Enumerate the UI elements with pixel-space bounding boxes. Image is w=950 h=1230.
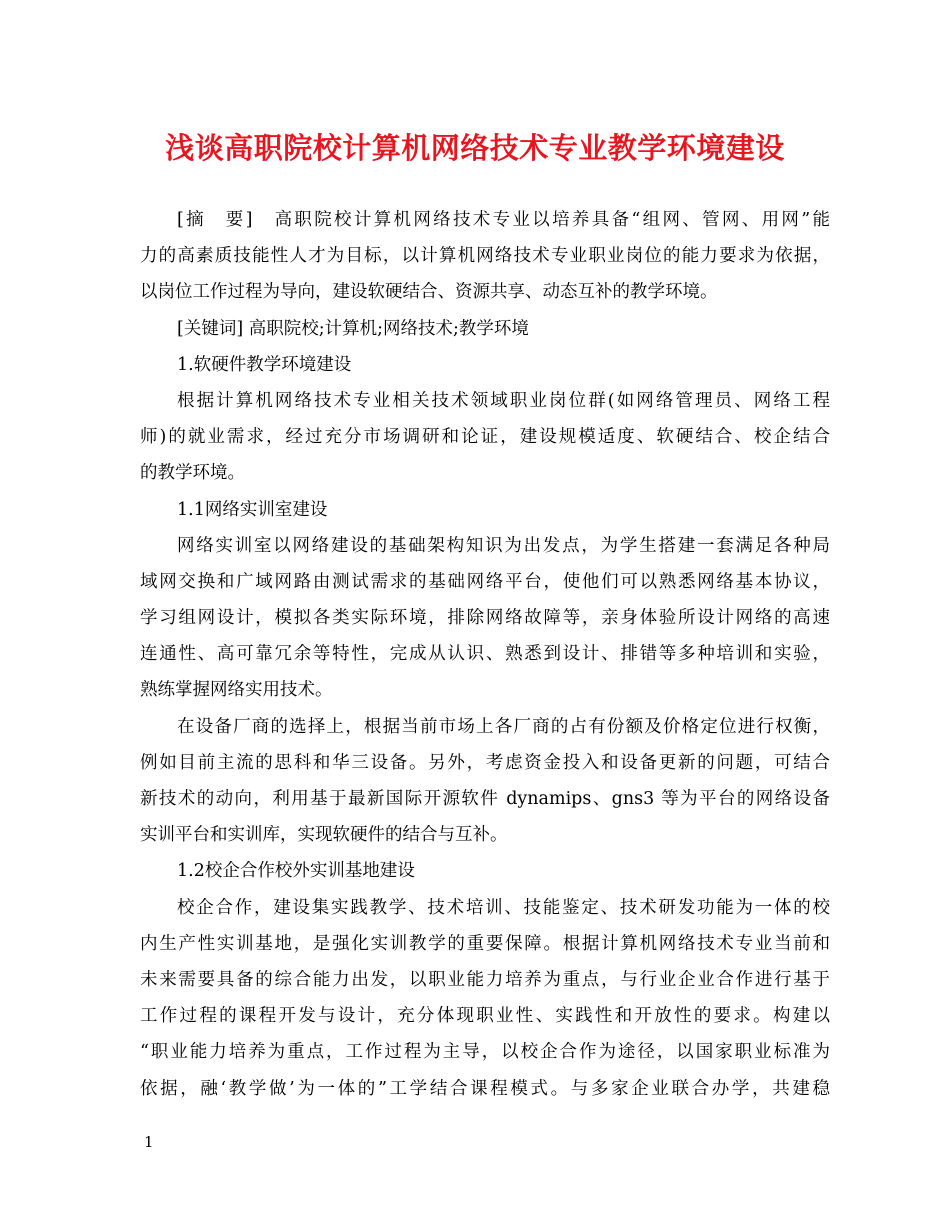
body-text-line: 新技术的动向，利用基于最新国际开源软件 dynamips、gns3 等为平台的网络设备 xyxy=(140,789,830,809)
body-text-line: 未来需要具备的综合能力出发，以职业能力培养为重点，与行业企业合作进行基于 xyxy=(140,969,830,990)
body-text-line: 在设备厂商的选择上，根据当前市场上各厂商的占有份额及价格定位进行权衡， xyxy=(177,716,830,737)
body-text-line: 根据计算机网络技术专业相关技术领域职业岗位群(如网络管理员、网络工程 xyxy=(177,390,830,411)
body-text-line: 力的高素质技能性人才为目标，以计算机网络技术专业职业岗位的能力要求为依据， xyxy=(140,246,830,267)
document-title: 浅谈高职院校计算机网络技术专业教学环境建设 xyxy=(165,131,785,165)
body-text-line: 例如目前主流的思科和华三设备。另外，考虑资金投入和设备更新的问题，可结合 xyxy=(140,752,830,773)
body-text-line: 1.1网络实训室建设 xyxy=(177,499,328,520)
body-text-line: 1.软硬件教学环境建设 xyxy=(177,354,352,375)
page-number: 1 xyxy=(144,1133,154,1151)
body-text-line: 网络实训室以网络建设的基础架构知识为出发点，为学生搭建一套满足各种局 xyxy=(177,535,830,556)
body-text-line: [摘 要] 高职院校计算机网络技术专业以培养具备“组网、管网、用网”能 xyxy=(177,210,830,230)
body-text-line: 工作过程的课程开发与设计，充分体现职业性、实践性和开放性的要求。构建以 xyxy=(140,1006,830,1027)
body-text-line: 域网交换和广域网路由测试需求的基础网络平台，使他们可以熟悉网络基本协议， xyxy=(140,571,830,592)
body-text-line: 实训平台和实训库，实现软硬件的结合与互补。 xyxy=(140,825,508,846)
body-text-line: 师)的就业需求，经过充分市场调研和论证，建设规模适度、软硬结合、校企结合 xyxy=(140,427,830,448)
body-text-line: 的教学环境。 xyxy=(140,463,245,484)
body-text-line: 校企合作，建设集实践教学、技术培训、技能鉴定、技术研发功能为一体的校 xyxy=(177,897,830,918)
body-text-line: 依据，融‘教学做’为一体的”工学结合课程模式。与多家企业联合办学，共建稳 xyxy=(140,1078,830,1099)
body-text-line: 连通性、高可靠冗余等特性，完成从认识、熟悉到设计、排错等多种培训和实验， xyxy=(140,644,830,665)
body-text-line: [关键词] 高职院校;计算机;网络技术;教学环境 xyxy=(177,318,529,339)
body-text-line: 1.2校企合作校外实训基地建设 xyxy=(177,861,415,882)
body-text-line: 以岗位工作过程为导向，建设软硬结合、资源共享、动态互补的教学环境。 xyxy=(140,282,718,303)
body-text-line: 内生产性实训基地，是强化实训教学的重要保障。根据计算机网络技术专业当前和 xyxy=(140,933,830,954)
document-body xyxy=(140,202,830,1107)
body-text-line: “职业能力培养为重点，工作过程为主导，以校企合作为途径，以国家职业标准为 xyxy=(140,1042,830,1063)
body-text-line: 学习组网设计，模拟各类实际环境，排除网络故障等，亲身体验所设计网络的高速 xyxy=(140,608,830,629)
body-text-line: 熟练掌握网络实用技术。 xyxy=(140,680,333,701)
